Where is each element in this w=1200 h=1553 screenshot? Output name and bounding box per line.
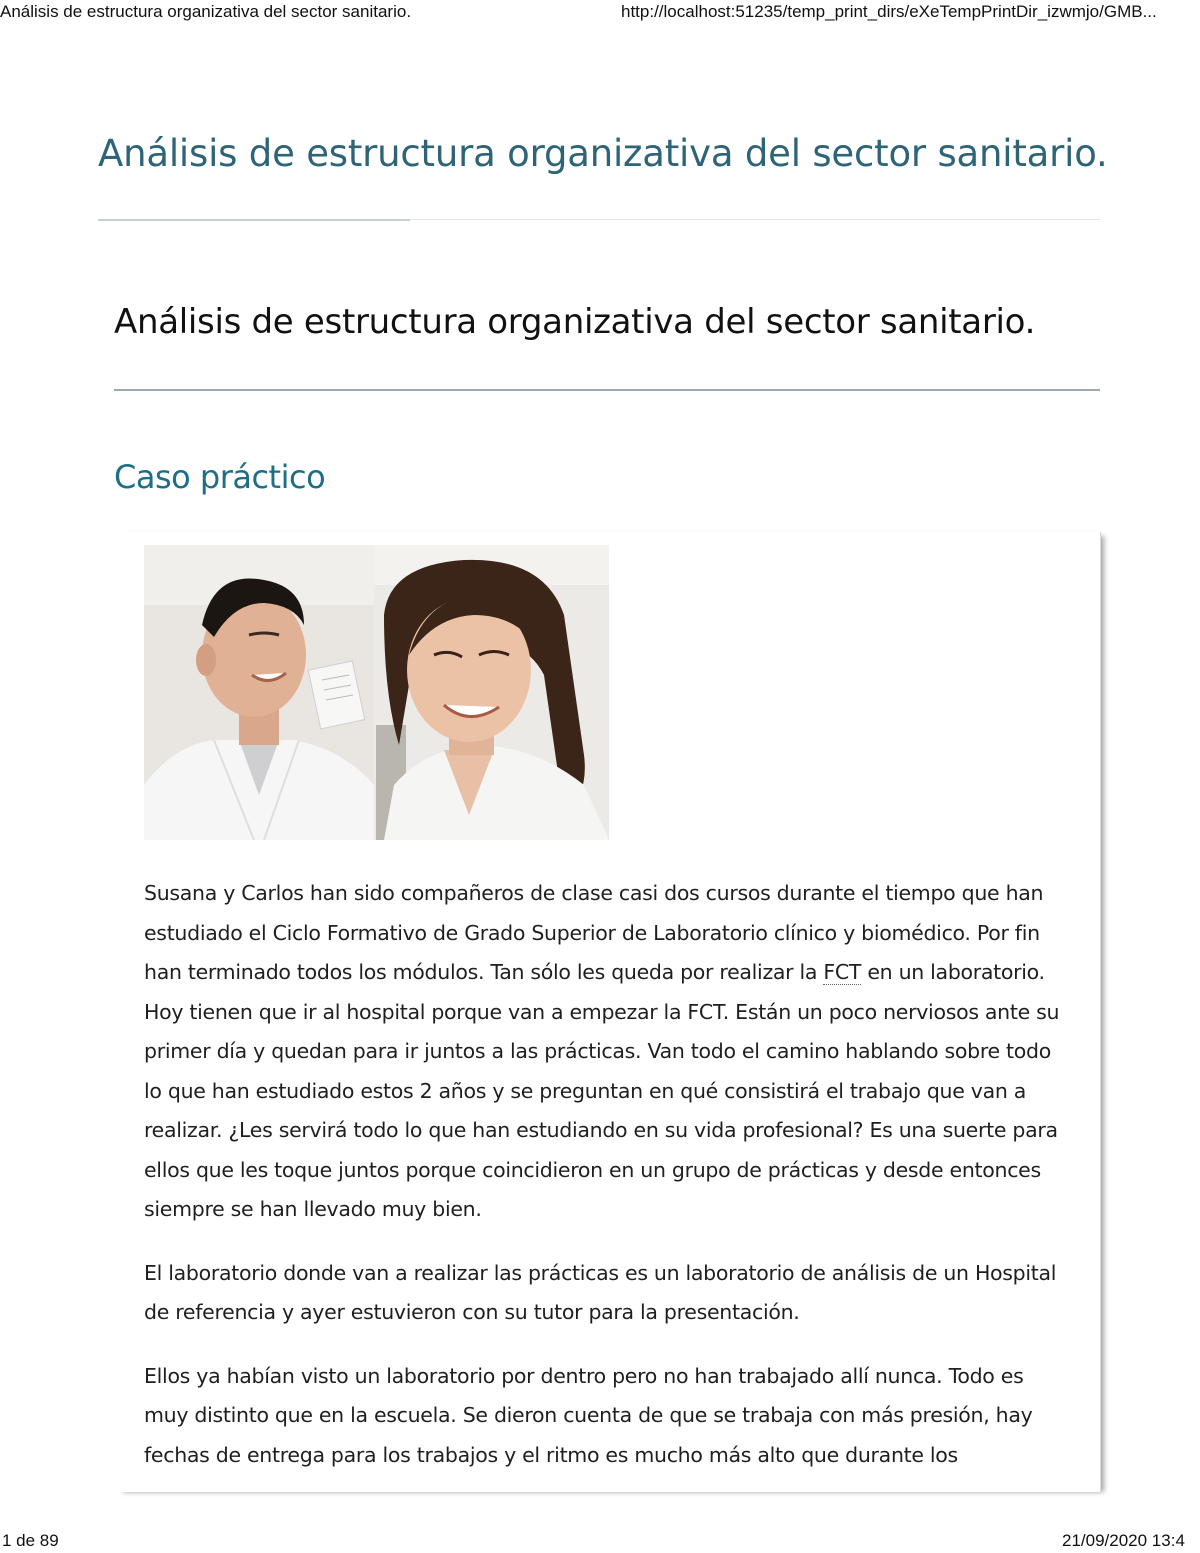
print-footer-datetime: 21/09/2020 13:4 [1062, 1531, 1185, 1550]
page-heading: Análisis de estructura organizativa del sector sanitario. [114, 302, 1036, 342]
paragraph: El laboratorio donde van a realizar las prácticas es un laboratorio de análisis de un Hospital de referencia y ayer estuvieron con su tutor para la presentación. [144, 1260, 1057, 1324]
case-study-text [144, 874, 1064, 1499]
students-photo [144, 545, 609, 840]
paragraph: Ellos ya habían visto un laboratorio por dentro pero no han trabajado allí nunca. Todo es muy distinto que en la escuela. Se dieron cuenta de que se trabaja con más presión, hay fechas de entrega para los trabajos y el ritmo es mucho más alto que durante los [144, 1363, 1033, 1467]
title-divider [98, 219, 1100, 220]
paragraph: Susana y Carlos han sido compañeros de clase casi dos cursos durante el tiempo que han estudiado el Ciclo Formativo de Grado Superior de Laboratorio clínico y biomédico. Por fin han terminado todos los módulos. Tan sólo les queda por realizar la FCT en un laboratorio. Hoy tienen que ir al hospital porque van a empezar la FCT. Están un poco nerviosos ante su primer día y quedan para ir juntos a las prácticas. Van todo el camino hablando sobre todo lo que han estudiado estos 2 años y se preguntan en qué consistirá el trabajo que van a realizar. ¿Les servirá todo lo que han estudiando en su vida profesional? Es una suerte para ellos que les toque juntos porque coincidieron en un grupo de prácticas y desde entonces siempre se han llevado muy bien. [144, 881, 1060, 1221]
heading-divider [114, 389, 1100, 391]
fct-abbreviation[interactable]: FCT [823, 960, 862, 984]
section-heading: Caso práctico [114, 458, 326, 496]
document-title: Análisis de estructura organizativa del sector sanitario. [98, 132, 1108, 175]
print-header-title: Análisis de estructura organizativa del sector sanitario. [0, 2, 412, 21]
print-header-url: http://localhost:51235/temp_print_dirs/eXeTempPrintDir_izwmjo/GMB... [621, 2, 1157, 21]
print-footer-page: 1 de 89 [2, 1531, 59, 1550]
